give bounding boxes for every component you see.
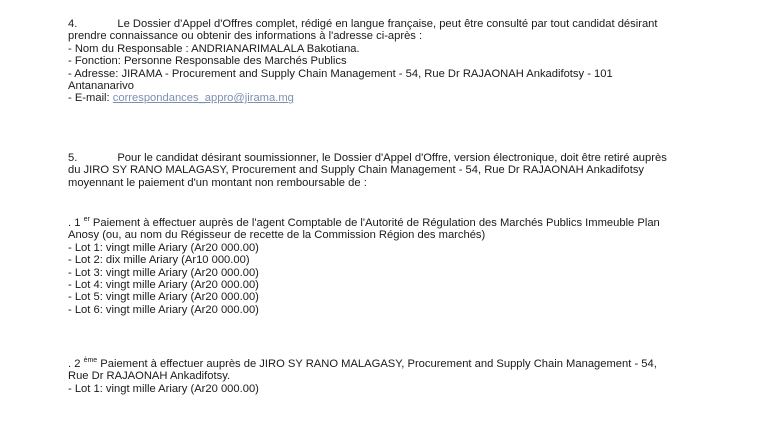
email-link[interactable]: correspondances_appro@jirama.mg — [112, 92, 294, 105]
section-4-intro: Le Dossier d'Appel d'Offres complet, rédigé en langue française, peut être consulté par tout candidat désirant — [117, 18, 658, 30]
lot-item: - Lot 1: vingt mille Ariary (Ar20 000.00) — [68, 241, 259, 254]
email-prefix: - E-mail: — [68, 92, 113, 105]
lot-item: - Lot 1: vingt mille Ariary (Ar20 000.00) — [68, 382, 259, 395]
contact-function: - Fonction: Personne Responsable des Marchés Publics — [68, 55, 347, 68]
payment-1-line-1 — [68, 217, 718, 229]
section-5-number: 5. — [68, 152, 78, 164]
section-5-line-3: moyennant le paiement d'un montant non remboursable de : — [68, 176, 367, 189]
section-4 — [68, 18, 718, 105]
payment-1 — [68, 217, 718, 316]
payment-1-prefix: . 1 — [68, 217, 81, 229]
payment-1-sup: er — [83, 216, 90, 223]
payment-2-line-1 — [68, 358, 718, 370]
section-4-intro-line — [68, 18, 718, 30]
lot-item: - Lot 3: vingt mille Ariary (Ar20 000.00) — [68, 266, 259, 279]
lot-item: - Lot 5: vingt mille Ariary (Ar20 000.00) — [68, 291, 259, 304]
lot-item: - Lot 4: vingt mille Ariary (Ar20 000.00) — [68, 279, 259, 292]
payment-2-prefix: . 2 — [68, 358, 81, 370]
section-5-line-2: du JIRO SY RANO MALAGASY, Procurement and Supply Chain Management - 54, Rue Dr RAJAONAH Ankadifotsy — [68, 164, 645, 177]
contact-address-city: Antananarivo — [68, 80, 134, 93]
section-5-line-1 — [68, 152, 718, 164]
lot-item: - Lot 2: dix mille Ariary (Ar10 000.00) — [68, 254, 250, 267]
section-5-text-1: Pour le candidat désirant soumissionner, le Dossier d'Appel d'Offre, version électronique, doit être retiré auprès — [117, 152, 667, 164]
payment-2-line-2: Rue Dr RAJAONAH Ankadifotsy. — [68, 370, 231, 383]
payment-2-sup: ème — [83, 357, 98, 364]
payment-2-text: Paiement à effectuer auprès de JIRO SY RANO MALAGASY, Procurement and Supply Chain Management - 54, — [97, 358, 657, 370]
section-4-intro-cont: prendre connaissance ou obtenir des informations à l'adresse ci-après : — [68, 30, 423, 43]
lot-item: - Lot 6: vingt mille Ariary (Ar20 000.00) — [68, 303, 259, 316]
section-4-number: 4. — [68, 18, 78, 30]
contact-address: - Adresse: JIRAMA - Procurement and Supply Chain Management - 54, Rue Dr RAJAONAH Ankadifotsy - 101 — [68, 67, 613, 80]
section-5 — [68, 152, 718, 189]
contact-name: - Nom du Responsable : ANDRIANARIMALALA Bakotiana. — [68, 42, 360, 55]
payment-2 — [68, 358, 718, 395]
contact-email-line — [68, 92, 718, 104]
payment-1-text: Paiement à effectuer auprès de l'agent Comptable de l'Autorité de Régulation des Marchés Publics Immeuble Plan — [89, 217, 660, 229]
payment-1-line-2: Anosy (ou, au nom du Régisseur de recette de la Commission Région des marchés) — [68, 229, 486, 242]
